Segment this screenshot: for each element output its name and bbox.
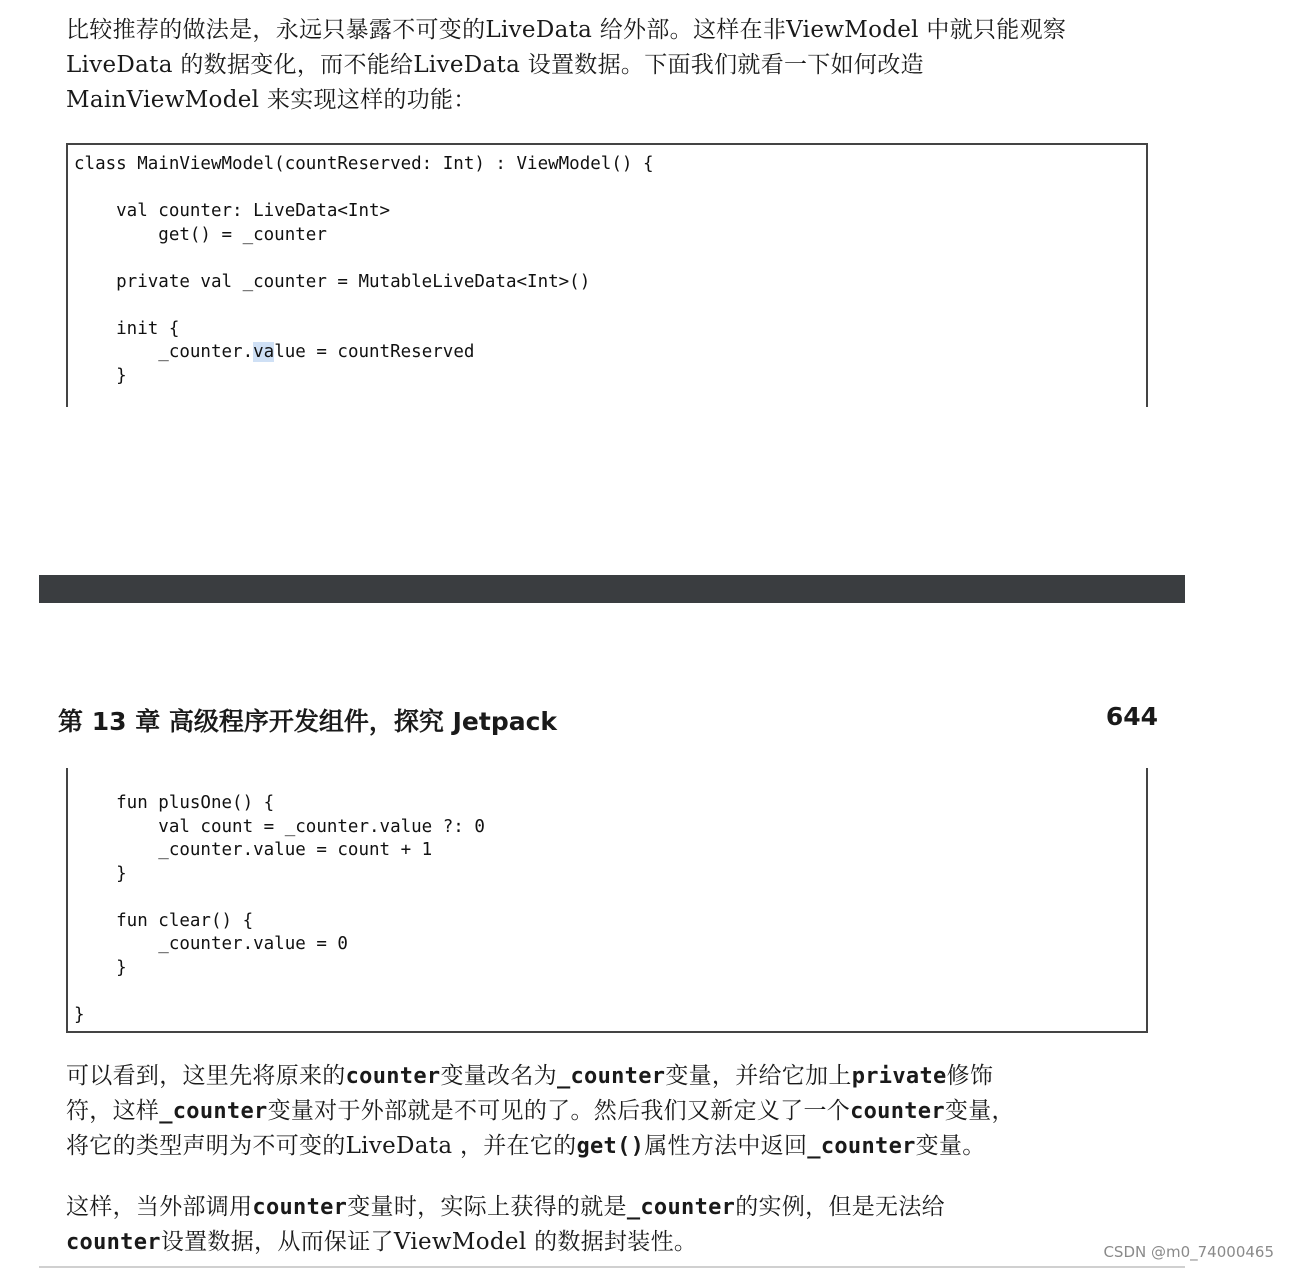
code-line: private val _counter = MutableLiveData<Int>()	[74, 271, 591, 292]
code-line: init {	[74, 318, 180, 339]
explain-line	[66, 1129, 1186, 1164]
intro-line-1: 比较推荐的做法是，永远只暴露不可变的LiveData 给外部。这样在非ViewModel 中就只能观察	[66, 17, 1067, 43]
code-line: _counter.value = 0	[74, 934, 348, 954]
code-line: }	[74, 365, 127, 386]
text-run: 变量时，实际上获得的就是	[347, 1194, 627, 1220]
code-line: }	[74, 863, 127, 884]
explain-line	[66, 1225, 1186, 1260]
inline-code: counter	[66, 1230, 161, 1255]
page-break-divider	[39, 575, 1185, 603]
explain-line	[66, 1094, 1186, 1129]
code-line: }	[74, 1004, 85, 1025]
text-run: 变量，	[944, 1098, 1015, 1124]
code-block-2	[66, 768, 1148, 1033]
chapter-header	[58, 702, 1158, 742]
code-line: }	[74, 957, 127, 978]
text-run: 变量对于外部就是不可见的了。然后我们又新定义了一个	[267, 1098, 851, 1124]
inline-code: _counter	[626, 1195, 736, 1220]
code-block-1	[66, 143, 1148, 407]
inline-code: counter	[345, 1064, 441, 1089]
code-line: val counter: LiveData<Int>	[74, 201, 391, 221]
intro-line-2: LiveData 的数据变化，而不能给LiveData 设置数据。下面我们就看一下如何改造	[66, 52, 924, 78]
code-line: fun clear() {	[74, 910, 254, 931]
text-run: 修饰	[946, 1063, 994, 1089]
bottom-rule	[39, 1266, 1185, 1268]
chapter-title: 第 13 章 高级程序开发组件，探究 Jetpack	[58, 707, 558, 736]
code-fragment: lue = countReserved	[274, 342, 475, 362]
code-line: fun plusOne() {	[74, 793, 275, 813]
inline-code: _counter	[807, 1134, 916, 1159]
explain-paragraph-2	[66, 1190, 1186, 1260]
inline-code: private	[851, 1064, 947, 1089]
code-line	[74, 342, 474, 362]
text-run: 变量，并给它加上	[665, 1063, 852, 1089]
explain-paragraph-1	[66, 1059, 1186, 1164]
inline-code: counter	[252, 1195, 348, 1220]
text-run: 的实例，但是无法给	[735, 1194, 945, 1220]
text-run: 变量改名为	[440, 1063, 557, 1089]
code-fragment: _counter.	[74, 342, 254, 362]
explain-line	[66, 1190, 1186, 1225]
text-run: 可以看到，这里先将原来的	[66, 1063, 346, 1089]
code-line: _counter.value = count + 1	[74, 840, 433, 860]
inline-code: counter	[850, 1099, 945, 1124]
intro-line-3: MainViewModel 来实现这样的功能：	[66, 87, 477, 113]
page-number: 644	[1105, 702, 1158, 731]
text-run: 将它的类型声明为不可变的LiveData ，并在它的	[66, 1133, 577, 1159]
text-run: 符，这样	[66, 1098, 160, 1124]
text-run: 变量。	[915, 1133, 986, 1159]
intro-paragraph	[66, 13, 1186, 118]
watermark: CSDN @m0_74000465	[1103, 1243, 1274, 1261]
inline-code: get()	[576, 1134, 645, 1159]
inline-code: _counter	[159, 1099, 268, 1124]
code-line: get() = _counter	[74, 224, 327, 245]
text-run: 属性方法中返回	[644, 1133, 808, 1159]
text-run: 这样，当外部调用	[66, 1194, 253, 1220]
text-selection-highlight: va	[253, 342, 275, 362]
code-line: val count = _counter.value ?: 0	[74, 816, 485, 837]
explain-line	[66, 1059, 1186, 1094]
inline-code: _counter	[556, 1064, 666, 1089]
code-line: class MainViewModel(countReserved: Int) : ViewModel() {	[74, 154, 654, 174]
text-run: 设置数据，从而保证了ViewModel 的数据封装性。	[160, 1229, 698, 1255]
